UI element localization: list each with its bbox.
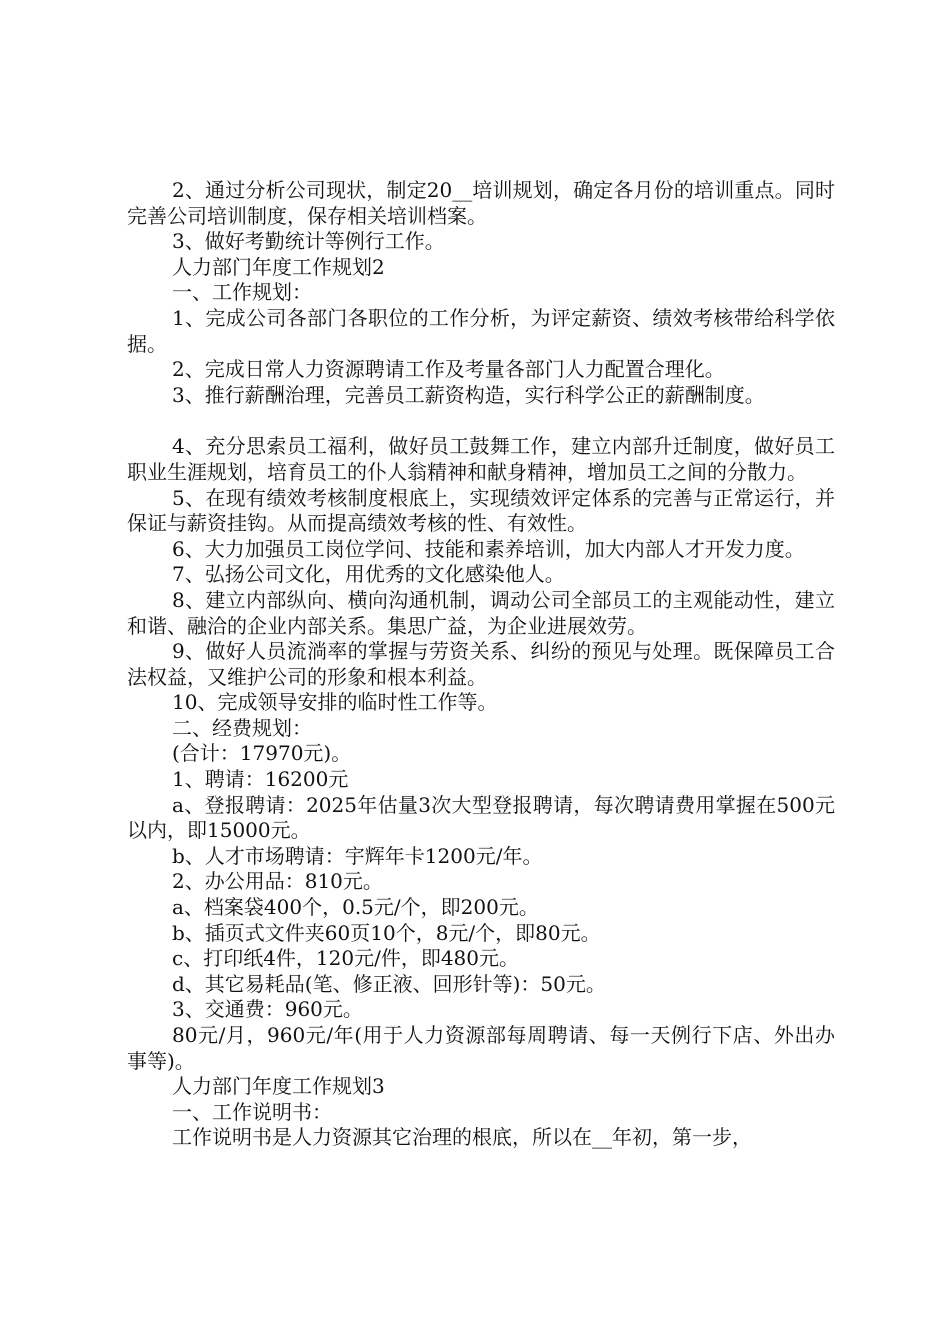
budget-transportation: 3、交通费：960元。 [172,997,363,1022]
budget-consumables: d、其它易耗品(笔、修正液、回形针等)：50元。 [172,971,606,996]
paragraph-training-development: 6、大力加强员工岗位学问、技能和素养培训，加大内部人才开发力度。 [172,536,805,561]
section-title-plan-2: 人力部门年度工作规划2 [172,254,385,279]
paragraph-job-description: 工作说明书是人力资源其它治理的根底，所以在__年初，第一步， [172,1125,752,1150]
budget-printing-paper: c、打印纸4件，120元/件，即480元。 [172,946,520,971]
budget-newspaper-ad: a、登报聘请：2025年估量3次大型登报聘请，每次聘请费用掌握在500元以内，即15000元。 [127,792,835,843]
document-body [127,178,835,1151]
paragraph-labor-relations: 9、做好人员流淌率的掌握与劳资关系、纠纷的预见与处理。既保障员工合法权益，又维护公司的形象和根本利益。 [127,639,835,689]
paragraph-company-culture: 7、弘扬公司文化，用优秀的文化感染他人。 [172,562,565,587]
budget-total: (合计：17970元)。 [172,741,352,766]
budget-recruitment: 1、聘请：16200元 [172,767,349,792]
heading-budget-plan: 二、经费规划： [172,715,312,740]
budget-transportation-details: 80元/月，960元/年(用于人力资源部每周聘请、每一天例行下店、外出办事等)。 [127,1023,835,1073]
paragraph-temporary-work: 10、完成领导安排的临时性工作等。 [172,690,498,715]
heading-job-description: 一、工作说明书： [172,1099,332,1124]
paragraph-performance-system: 5、在现有绩效考核制度根底上，实现绩效评定体系的完善与正常运行，并保证与薪资挂钩。从而提高绩效考核的性、有效性。 [127,485,835,536]
section-title-plan-3: 人力部门年度工作规划3 [172,1074,385,1099]
paragraph-communication: 8、建立内部纵向、横向沟通机制，调动公司全部员工的主观能动性，建立和谐、融洽的企业内部关系。集思广益，为企业进展效劳。 [127,587,835,638]
paragraph-training-plan: 2、通过分析公司现状，制定20__培训规划，确定各月份的培训重点。同时完善公司培训制度，保存相关培训档案。 [127,178,835,228]
paragraph-employee-welfare: 4、充分思索员工福利，做好员工鼓舞工作，建立内部升迁制度，做好员工职业生涯规划，培育员工的仆人翁精神和献身精神，增加员工之间的分散力。 [127,434,835,484]
blank-line [127,408,835,434]
budget-file-bags: a、档案袋400个，0.5元/个，即200元。 [172,895,539,920]
paragraph-job-analysis: 1、完成公司各部门各职位的工作分析，为评定薪资、绩效考核带给科学依据。 [127,305,835,356]
budget-talent-market: b、人才市场聘请：宇辉年卡1200元/年。 [172,843,543,868]
paragraph-salary-management: 3、推行薪酬治理，完善员工薪资构造，实行科学公正的薪酬制度。 [172,382,765,407]
budget-office-supplies: 2、办公用品：810元。 [172,869,383,894]
budget-folders: b、插页式文件夹60页10个，8元/个，即80元。 [172,920,601,945]
paragraph-attendance: 3、做好考勤统计等例行工作。 [172,229,445,254]
paragraph-recruitment: 2、完成日常人力资源聘请工作及考量各部门人力配置合理化。 [172,357,725,382]
heading-work-plan: 一、工作规划： [172,280,312,305]
